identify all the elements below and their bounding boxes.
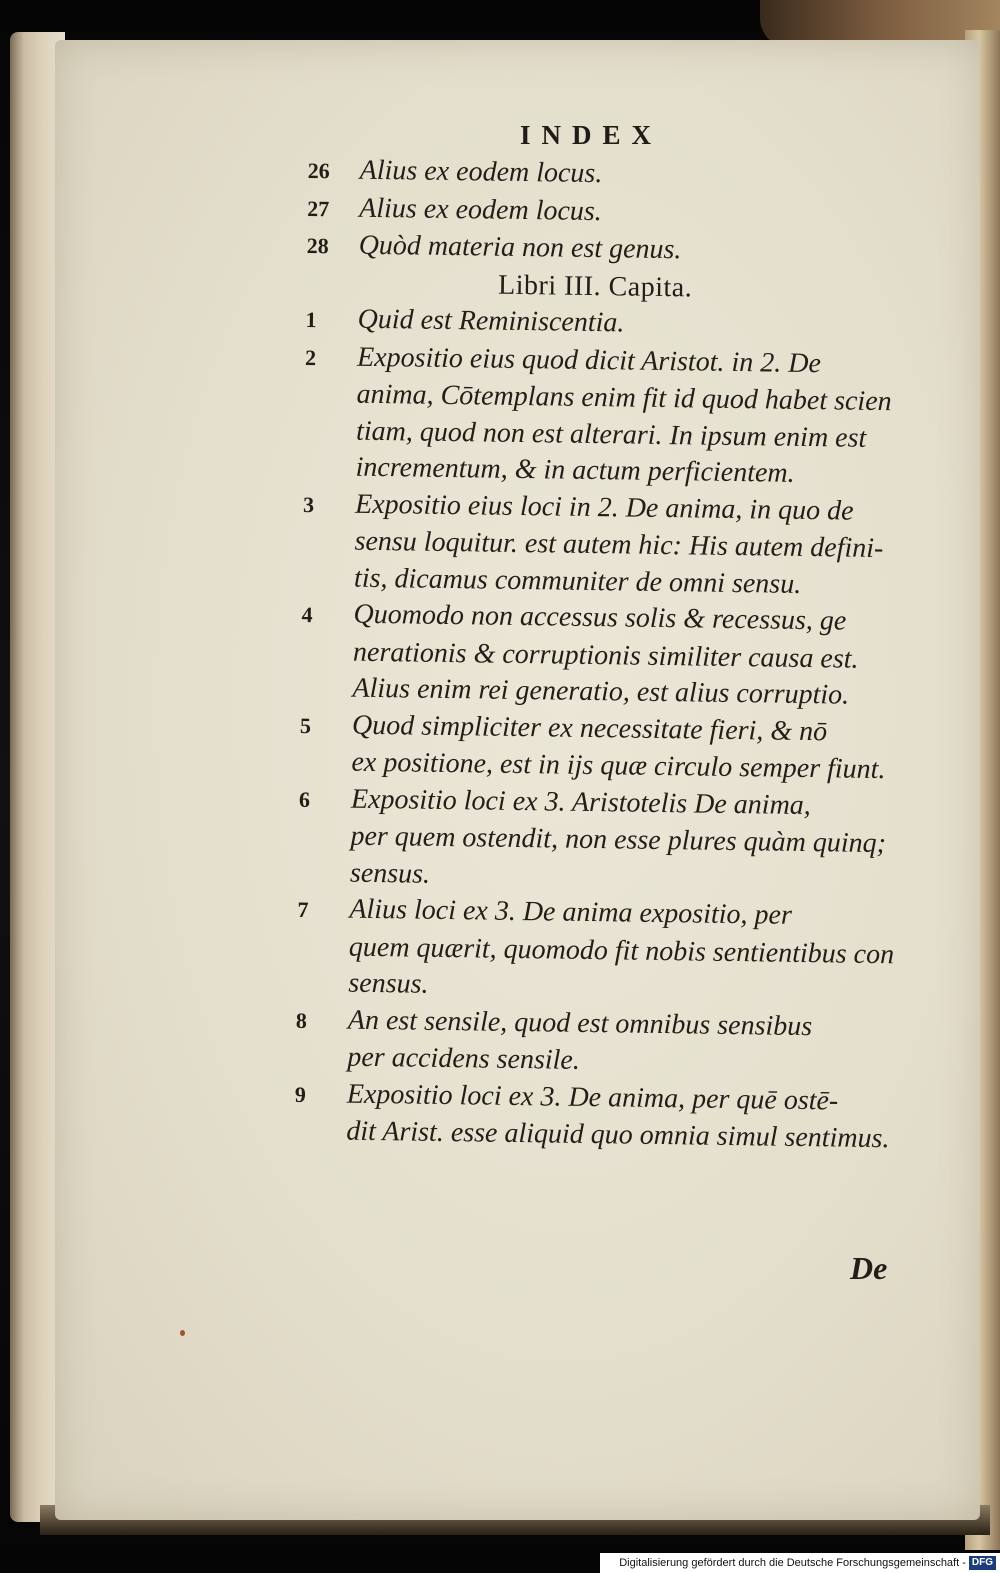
entry-text: quem quærit, quomodo fit nobis sentientibus con <box>348 931 895 970</box>
entry-text: Alius ex eodem locus. <box>359 192 603 227</box>
entry-number <box>302 585 354 586</box>
entry-text: Expositio eius quod dicit Aristot. in 2. De <box>356 341 822 379</box>
entry-text: nerationis & corruptionis similiter causa est. <box>352 636 859 675</box>
digitization-credit <box>600 1553 1000 1573</box>
entry-number: 1 <box>305 306 317 333</box>
entry-text: tis, dicamus communiter de omni sensu. <box>353 562 802 600</box>
running-head: INDEX <box>520 120 663 150</box>
entry-number: 26 <box>307 157 330 184</box>
entry-number <box>305 402 357 403</box>
entry-number: 4 <box>301 601 313 628</box>
entry-number <box>303 475 355 476</box>
entry-text: Alius loci ex 3. De anima expositio, per <box>349 893 793 931</box>
entry-text: sensus. <box>349 857 431 890</box>
entry-text: per accidens sensile. <box>347 1041 581 1076</box>
entry-text: Expositio eius loci in 2. De anima, in quo de <box>354 488 854 527</box>
entry-number: 27 <box>307 195 330 221</box>
entry-text: incrementum, & in actum perficientem. <box>355 451 795 489</box>
entry-number: 28 <box>306 232 329 259</box>
entry-number: 6 <box>298 786 311 812</box>
entry-number <box>302 549 354 550</box>
entry-text: Quid est Reminiscentia. <box>357 303 625 339</box>
entry-number <box>301 659 353 660</box>
section-heading: Libri III. Capita. <box>497 269 693 303</box>
entry-text: Expositio loci ex 3. De anima, per quē ostē- <box>346 1078 839 1116</box>
entry-text: anima, Cōtemplans enim fit id quod habet scien <box>356 378 892 418</box>
entry-text: Quomodo non accessus solis & recessus, ge <box>353 598 847 637</box>
entry-number <box>294 1139 346 1140</box>
entry-text: dit Arist. esse aliquid quo omnia simul sentimus. <box>346 1115 890 1155</box>
entry-text: Quòd materia non est genus. <box>358 229 682 266</box>
entry-text: Alius enim rei generatio, est alius corruptio. <box>352 672 850 711</box>
entry-number <box>299 770 351 771</box>
entry-text: Expositio loci ex 3. Aristotelis De anima, <box>350 783 812 821</box>
ink-spot <box>180 1330 185 1336</box>
entry-number <box>304 438 356 439</box>
entry-text: tiam, quod non est alterari. In ipsum enim est <box>355 415 867 454</box>
entry-number <box>300 696 352 697</box>
entry-text: Quod simpliciter ex necessitate fieri, & nō <box>351 709 828 747</box>
entry-number <box>295 1065 347 1066</box>
entry-number: 2 <box>304 344 317 370</box>
entry-number: 7 <box>297 896 309 923</box>
digitization-credit-text: Digitalisierung gefördert durch die Deutsche Forschungsgemeinschaft - <box>619 1557 966 1569</box>
entry-text: sensu loquitur. est autem hic: His autem defini- <box>354 525 884 565</box>
entry-text: sensus. <box>348 967 429 1000</box>
entry-number <box>298 880 350 881</box>
entry-number: 5 <box>299 712 312 738</box>
entry-text: per quem ostendit, non esse plures quàm quinq; <box>350 820 887 860</box>
entry-number: 3 <box>302 491 315 517</box>
entry-number <box>297 954 349 955</box>
entry-text: An est sensile, quod est omnibus sensibus <box>347 1004 813 1042</box>
entry-number <box>296 991 348 992</box>
entry-number: 8 <box>295 1007 308 1033</box>
entry-text: Alius ex eodem locus. <box>359 154 603 190</box>
index-text-block <box>294 152 908 1158</box>
catchword: De <box>850 1250 888 1286</box>
entry-text: ex positione, est in ijs quæ circulo semper fiunt. <box>351 746 886 786</box>
entry-number: 9 <box>294 1081 307 1107</box>
dfg-logo: DFG <box>969 1556 996 1570</box>
entry-number <box>298 844 350 845</box>
